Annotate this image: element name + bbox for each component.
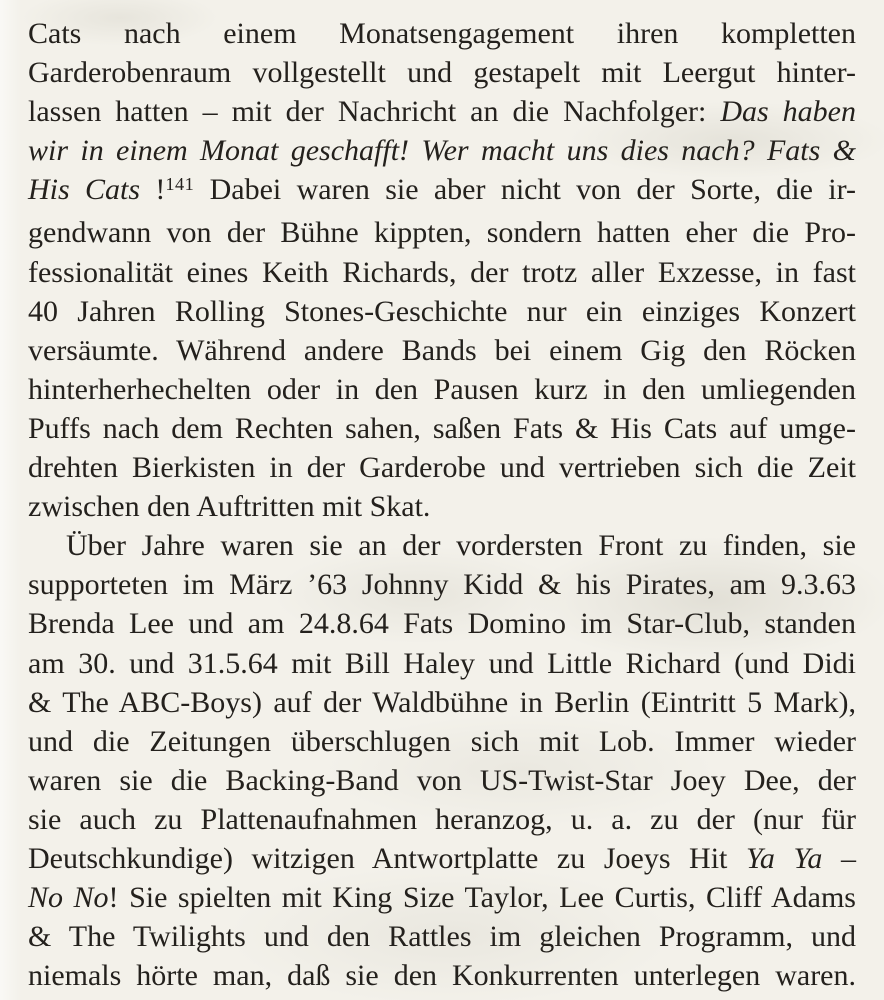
text-line xyxy=(28,370,856,409)
text-segment: drehten Bierkisten in der Garderobe und vertrieben sich die Zeit xyxy=(28,451,856,485)
text-line xyxy=(28,683,856,722)
text-segment: fessionalität eines Keith Richards, der trotz aller Exzesse, in fast xyxy=(28,255,856,289)
text-segment: lassen hatten – mit der Nachricht an die Nachfolger: xyxy=(28,95,721,129)
italic-text-segment: wir in einem Monat geschafft! Wer macht uns dies nach? Fats & xyxy=(28,134,856,168)
footnote-reference: 141 xyxy=(165,173,195,194)
text-segment: sie auch zu Plattenaufnahmen heranzog, u. a. zu der (nur für xyxy=(28,802,856,836)
italic-text-segment: Ya Ya – xyxy=(745,841,856,875)
text-line xyxy=(28,131,856,170)
text-segment: 40 Jahren Rolling Stones-Geschichte nur ein einziges Konzert xyxy=(28,294,856,328)
text-segment: und die Zeitungen überschlugen sich mit Lob. Immer wieder xyxy=(28,724,856,758)
text-line xyxy=(28,331,856,370)
text-segment: Puffs nach dem Rechten sahen, saßen Fats & His Cats auf umge- xyxy=(28,411,856,445)
text-line xyxy=(28,253,856,292)
text-line xyxy=(28,800,856,839)
text-segment: supporteten im März ’63 Johnny Kidd & his Pirates, am 9.3.63 xyxy=(28,568,856,602)
text-line xyxy=(28,409,856,448)
page-text-block xyxy=(28,14,856,995)
text-segment: zwischen den Auftritten mit Skat. xyxy=(28,490,431,524)
text-line xyxy=(28,170,856,213)
text-line xyxy=(28,292,856,331)
text-segment: Garderobenraum vollgestellt und gestapelt mit Leergut hinter- xyxy=(28,56,856,90)
text-line xyxy=(28,213,856,252)
text-segment: ! Sie spielten mit King Size Taylor, Lee Curtis, Cliff Adams xyxy=(108,881,856,915)
text-line xyxy=(28,53,856,92)
text-line xyxy=(28,839,856,878)
paragraph-1 xyxy=(28,14,856,526)
text-segment: Cats nach einem Monatsengagement ihren kompletten xyxy=(28,17,856,50)
text-segment: Brenda Lee und am 24.8.64 Fats Domino im Star-Club, standen xyxy=(28,607,856,641)
text-line xyxy=(28,448,856,487)
text-line xyxy=(28,526,856,565)
text-line xyxy=(28,604,856,643)
text-line xyxy=(28,917,856,956)
text-segment: Über Jahre waren sie an der vordersten Front zu finden, sie xyxy=(66,529,856,563)
italic-text-segment: His Cats xyxy=(28,173,141,207)
text-line xyxy=(28,644,856,683)
text-line xyxy=(28,722,856,761)
text-segment: niemals hörte man, daß sie den Konkurrenten unterlegen waren. xyxy=(28,959,856,993)
text-segment: ! xyxy=(140,173,166,207)
text-segment: & The ABC-Boys) auf der Waldbühne in Berlin (Eintritt 5 Mark), xyxy=(28,685,856,719)
text-segment: waren sie die Backing-Band von US-Twist-Star Joey Dee, der xyxy=(28,763,856,797)
paragraph-2 xyxy=(28,526,856,995)
text-line xyxy=(28,92,856,131)
text-line xyxy=(28,14,856,53)
italic-text-segment: Das haben xyxy=(720,95,856,129)
text-line xyxy=(28,761,856,800)
text-segment: Deutschkundige) witzigen Antwortplatte zu Joeys Hit xyxy=(28,841,746,875)
text-segment: Dabei waren sie aber nicht von der Sorte, die ir- xyxy=(194,173,856,207)
text-line xyxy=(28,878,856,917)
text-segment: versäumte. Während andere Bands bei einem Gig den Röcken xyxy=(28,333,856,367)
text-segment: gendwann von der Bühne kippten, sondern hatten eher die Pro- xyxy=(28,216,856,250)
text-segment: am 30. und 31.5.64 mit Bill Haley und Little Richard (und Didi xyxy=(28,646,856,680)
text-segment: & The Twilights und den Rattles im gleichen Programm, und xyxy=(28,920,856,954)
text-line xyxy=(28,487,856,526)
text-line xyxy=(28,565,856,604)
text-line xyxy=(28,956,856,995)
text-segment: hinterherhechelten oder in den Pausen kurz in den umliegenden xyxy=(28,372,856,406)
italic-text-segment: No No xyxy=(28,881,109,915)
